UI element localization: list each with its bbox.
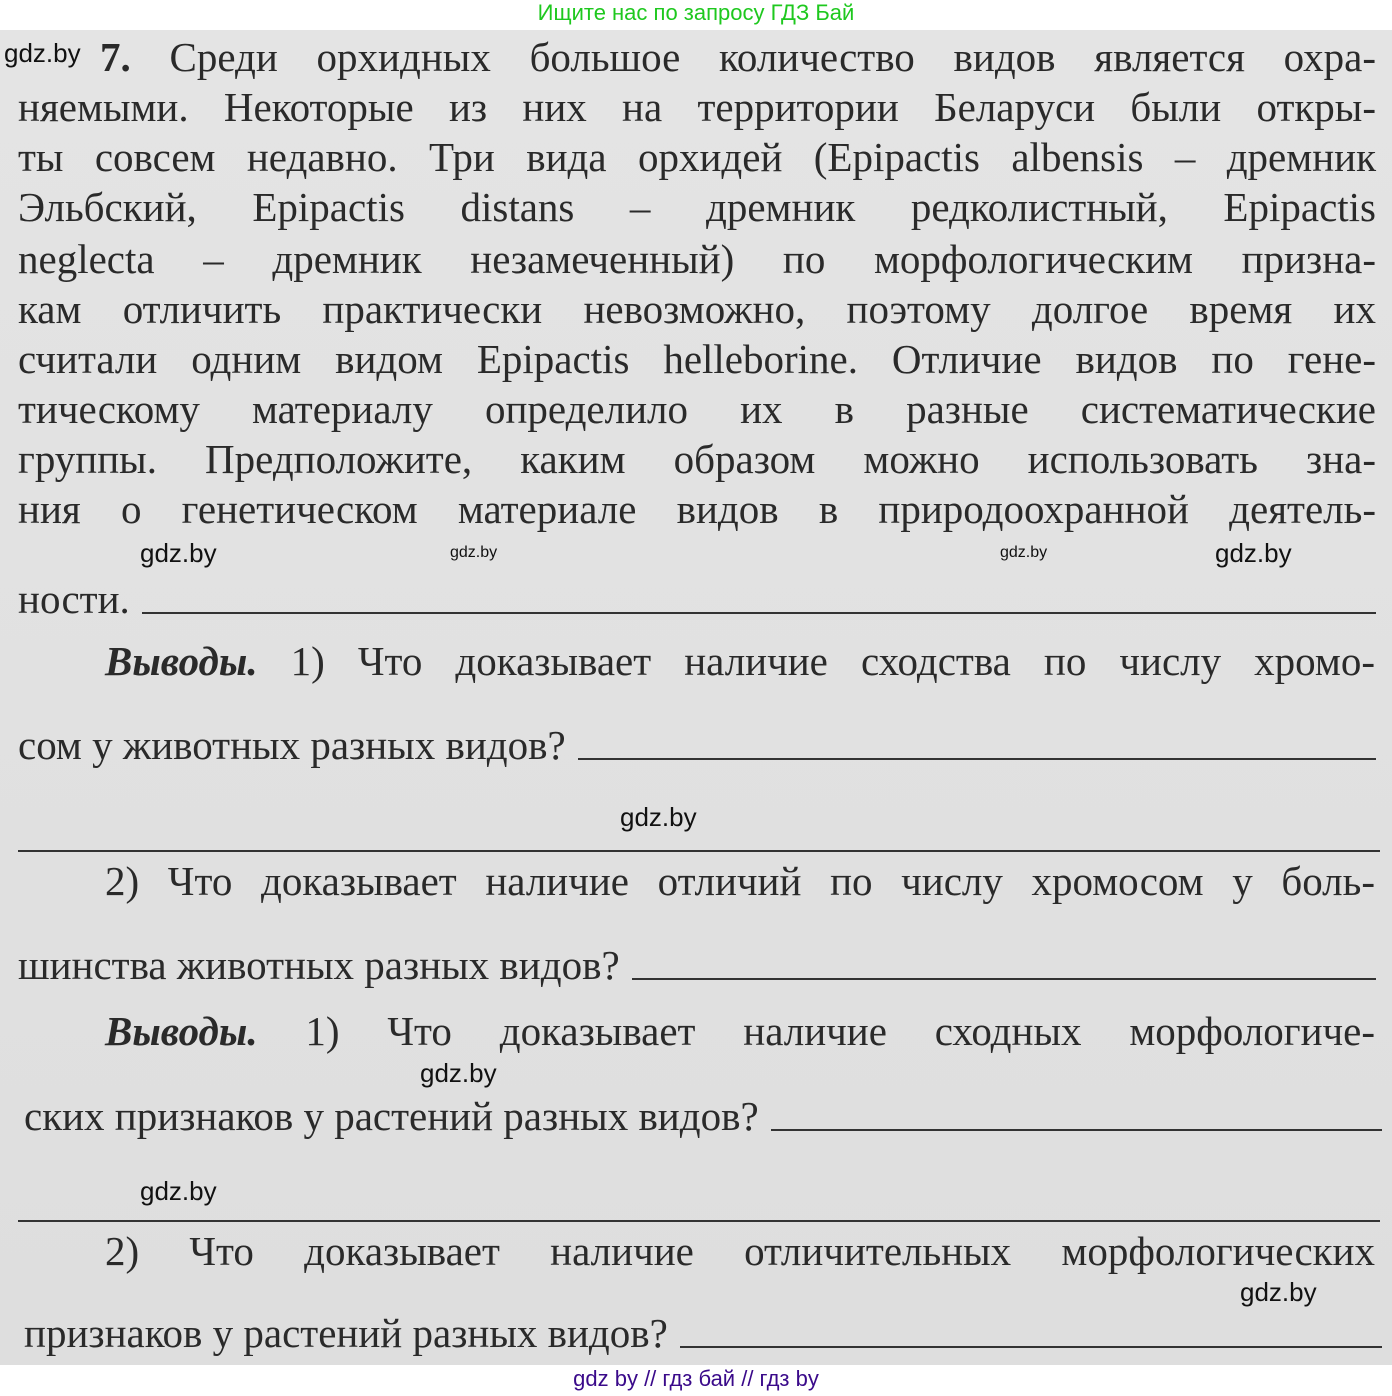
question-line (105, 1008, 1375, 1054)
conclusions-label: Выводы. (105, 638, 258, 684)
task-line: считали одним видом Epipactis helleborine. Отличие видов по гене- (18, 336, 1376, 382)
task-line: ности. (18, 576, 130, 622)
footer-links[interactable]: gdz by // гдз бай // гдз by (573, 1366, 819, 1391)
task-text: Среди орхидных большое количество видов является охра- (169, 34, 1377, 80)
watermark: gdz.by (1240, 1277, 1317, 1307)
watermark: gdz.by (1215, 538, 1292, 568)
watermark: gdz.by (420, 1058, 497, 1088)
watermark: gdz.by (1000, 544, 1048, 561)
answer-field[interactable] (771, 1128, 1382, 1131)
task-line: группы. Предположите, каким образом можно использовать зна- (18, 436, 1376, 482)
scanned-page (0, 30, 1392, 1365)
answer-field[interactable] (632, 977, 1376, 980)
task-line: тическому материалу определило их в разные систематические (18, 386, 1376, 432)
question-text: ских признаков у растений разных видов? (24, 1093, 759, 1139)
question-text: шинства животных разных видов? (18, 942, 620, 988)
answer-line[interactable] (24, 1310, 1382, 1356)
watermark: gdz.by (140, 538, 217, 568)
question-line (105, 638, 1375, 684)
task-line: neglecta – дремник незамеченный) по морфологическим призна- (18, 236, 1376, 282)
task-line: Эльбский, Epipactis distans – дремник редколистный, Epipactis (18, 184, 1376, 230)
answer-field[interactable] (18, 850, 1380, 852)
answer-line[interactable] (24, 1093, 1382, 1139)
answer-line[interactable] (18, 576, 1376, 622)
task-line: ния о генетическом материале видов в природоохранной деятель- (18, 486, 1376, 532)
question-text: 2) Что доказывает наличие отличительных морфологических (105, 1228, 1375, 1274)
answer-field[interactable] (18, 1220, 1380, 1222)
search-banner[interactable]: Ищите нас по запросу ГДЗ Бай (537, 0, 855, 25)
task-line (100, 34, 1376, 80)
watermark: gdz.by (140, 1176, 217, 1206)
watermark: gdz.by (450, 544, 498, 561)
watermark: gdz.by (620, 802, 697, 832)
answer-field[interactable] (680, 1345, 1382, 1348)
conclusions-label: Выводы. (105, 1008, 258, 1054)
watermark: gdz.by (4, 38, 81, 68)
question-text: 1) Что доказывает наличие сходства по числу хромо- (290, 638, 1376, 684)
question-text: сом у животных разных видов? (18, 722, 566, 768)
question-text: 1) Что доказывает наличие сходных морфологиче- (305, 1008, 1375, 1054)
question-text: 2) Что доказывает наличие отличий по числу хромосом у боль- (105, 858, 1375, 904)
answer-field[interactable] (142, 611, 1376, 614)
task-line: няемыми. Некоторые из них на территории Беларуси были откры- (18, 84, 1376, 130)
task-number: 7. (100, 34, 131, 80)
answer-field[interactable] (578, 757, 1376, 760)
task-line: кам отличить практически невозможно, поэтому долгое время их (18, 286, 1376, 332)
answer-line[interactable] (18, 722, 1376, 768)
task-line: ты совсем недавно. Три вида орхидей (Epipactis albensis – дремник (18, 134, 1376, 180)
answer-line[interactable] (18, 942, 1376, 988)
question-text: признаков у растений разных видов? (24, 1310, 668, 1356)
